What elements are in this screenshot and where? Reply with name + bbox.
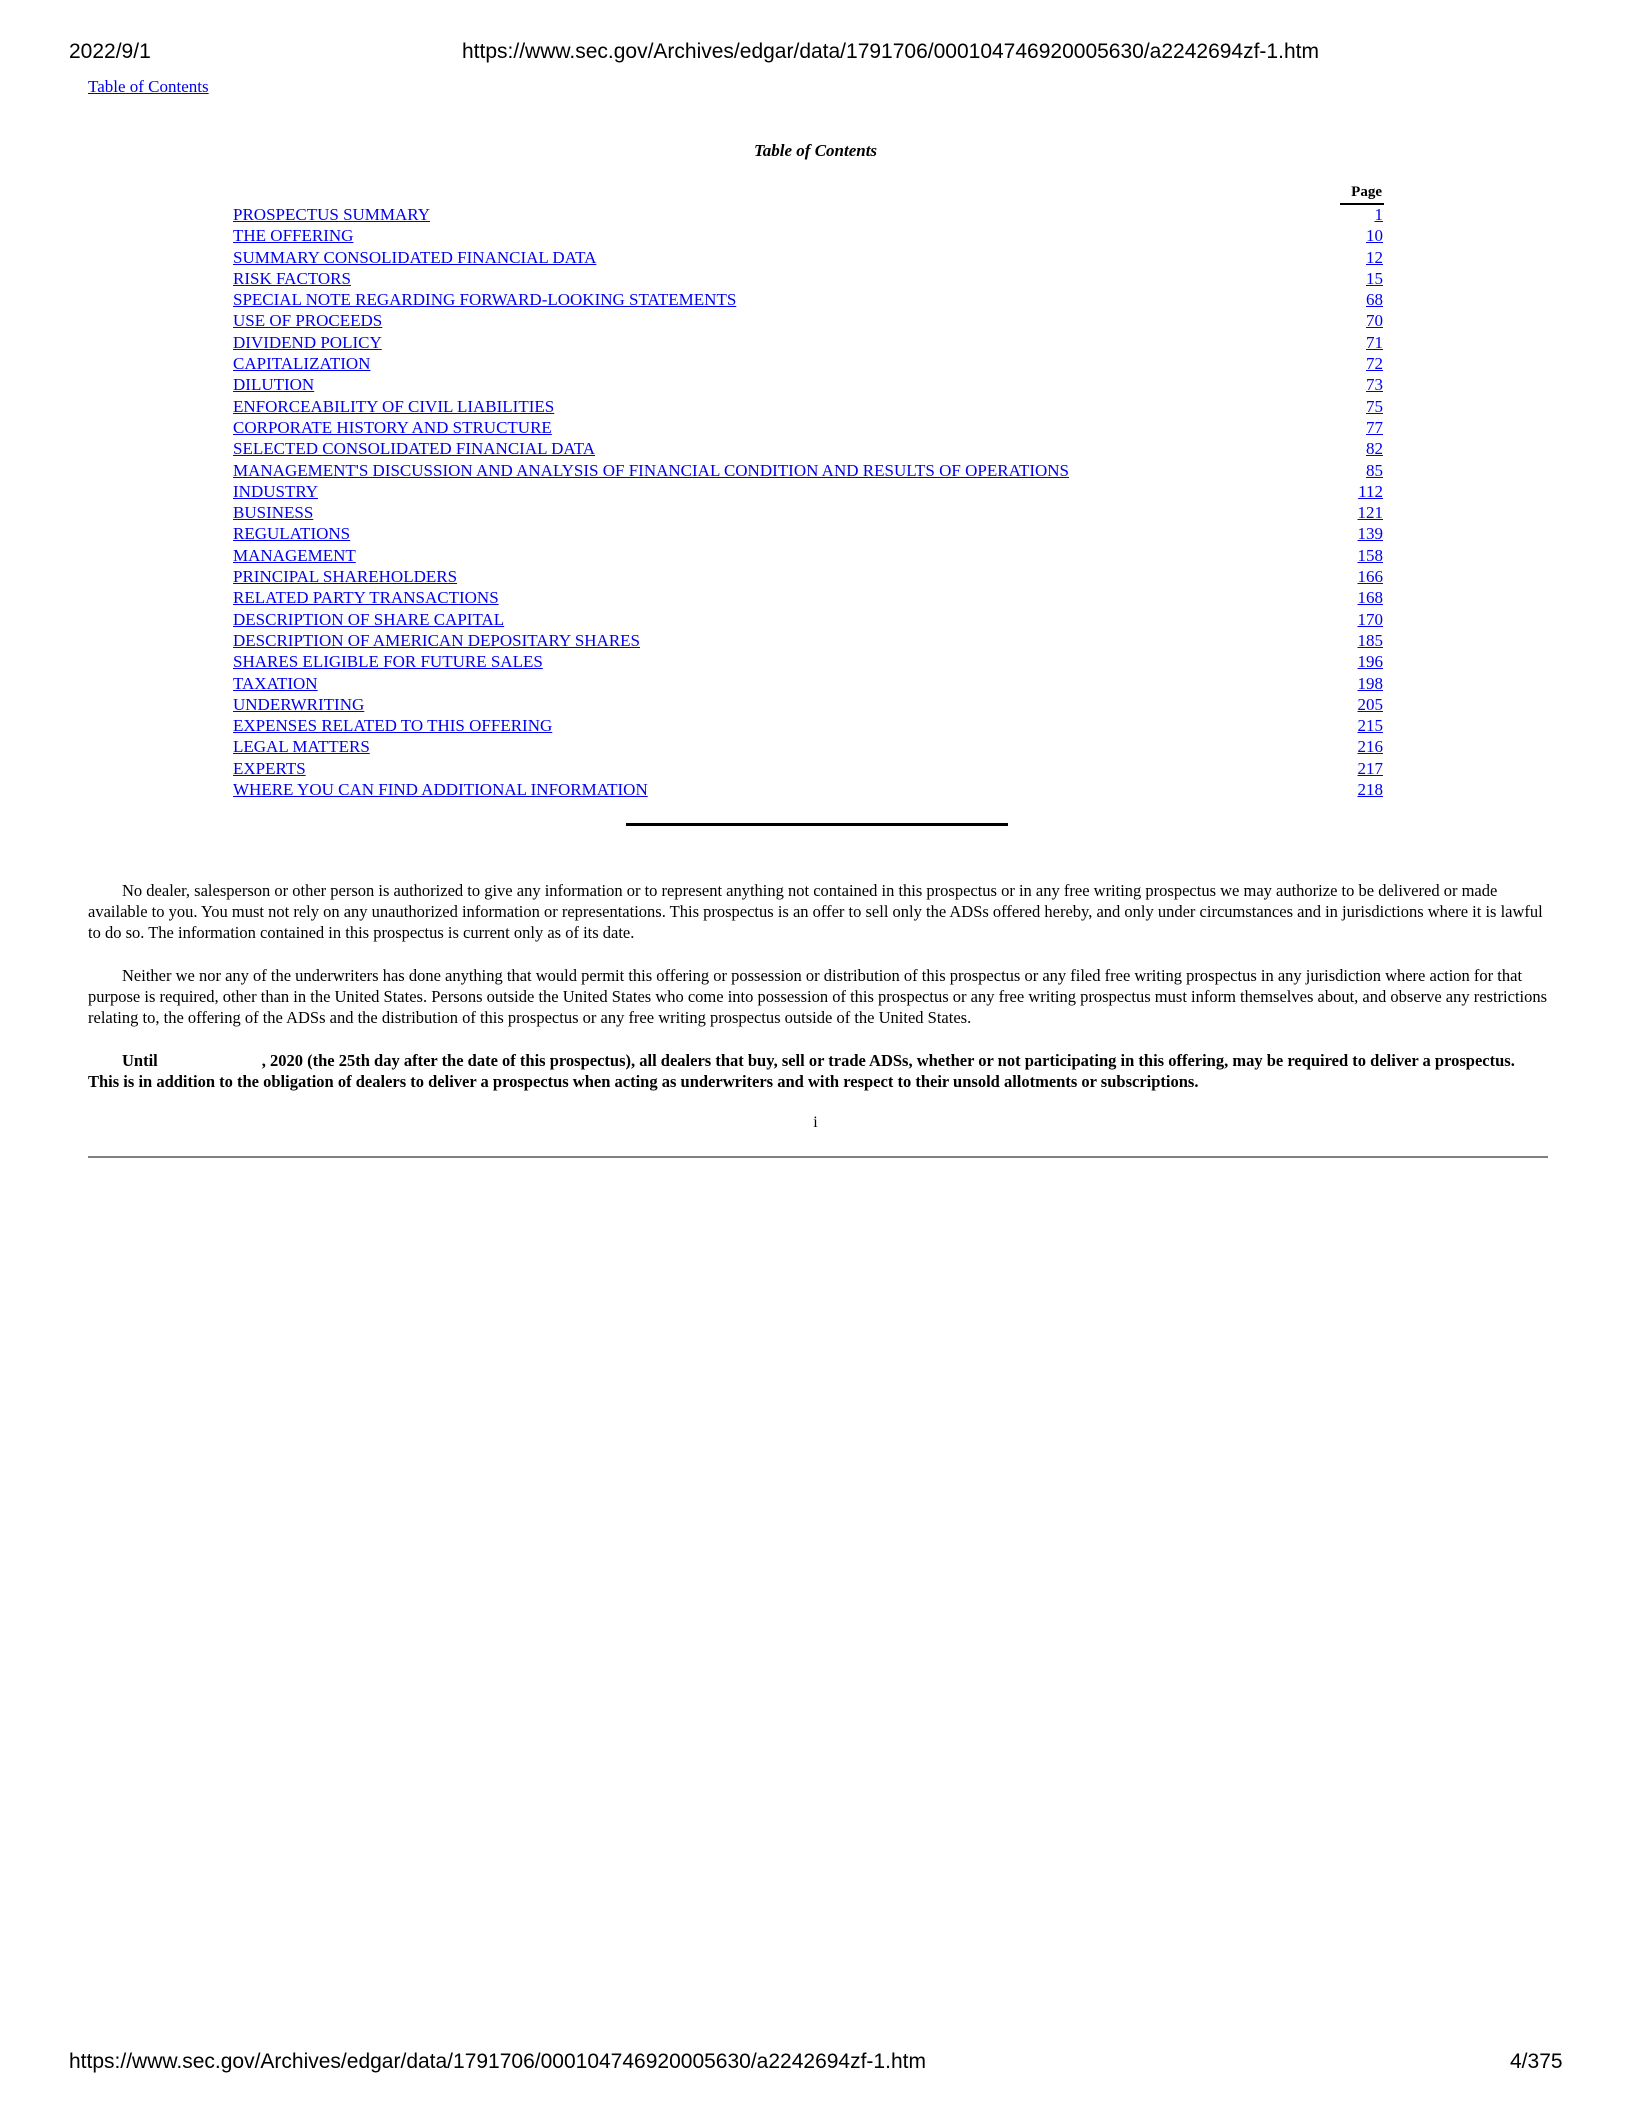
distribution-notice-paragraph: Neither we nor any of the underwriters has done anything that would permit this offering or possession or distribution of this prospectus or any filed free writing prospectus in any jurisdiction where action for that purpose is required, other than in the United States. Persons outside the United States who come into possession of this prospectus or any free writing prospectus must inform themselves about, and observe any restrictions relating to, the offering of the ADSs and the distribution of this prospectus or any free writing prospectus outside of the United States. <box>88 966 1548 1027</box>
toc-row <box>233 204 1383 225</box>
toc-entry-link[interactable]: SHARES ELIGIBLE FOR FUTURE SALES <box>233 652 543 672</box>
toc-row <box>233 523 1383 544</box>
toc-list <box>233 204 1383 800</box>
toc-row <box>233 268 1383 289</box>
dealer-notice-paragraph: No dealer, salesperson or other person is authorized to give any information or to represent anything not contained in this prospectus or in any free writing prospectus we may authorize to be delivered or made available to you. You must not rely on any unauthorized information or representations. This prospectus is an offer to sell only the ADSs offered hereby, and only under circumstances and in jurisdictions where it is lawful to do so. The information contained in this prospectus is current only as of its date. <box>88 881 1543 942</box>
toc-entry-link[interactable]: DESCRIPTION OF SHARE CAPITAL <box>233 609 505 629</box>
print-footer-url: https://www.sec.gov/Archives/edgar/data/1791706/000104746920005630/a2242694zf-1.htm <box>69 2050 926 2073</box>
toc-row <box>233 630 1383 651</box>
toc-row <box>233 353 1383 374</box>
delivery-notice-rest: , 2020 (the 25th day after the date of this prospectus), all dealers that buy, sell or trade ADSs, whether or not participating in this offering, may be required to deliver a prospectus. This is in addition to the obligation of dealers to deliver a prospectus when acting as underwriters and with respect to their unsold allotments or subscriptions. <box>88 1051 1515 1091</box>
toc-heading: Table of Contents <box>753 141 878 160</box>
toc-row <box>233 587 1383 608</box>
page-number: i <box>813 1114 818 1131</box>
toc-entry-link[interactable]: RELATED PARTY TRANSACTIONS <box>233 588 499 608</box>
toc-page-link[interactable]: 185 <box>1357 630 1383 650</box>
toc-entry-link[interactable]: DILUTION <box>233 375 315 395</box>
toc-page-link[interactable]: 71 <box>1366 332 1383 352</box>
toc-entry-link[interactable]: SELECTED CONSOLIDATED FINANCIAL DATA <box>233 439 596 459</box>
toc-page-link[interactable]: 139 <box>1357 524 1383 544</box>
toc-row <box>233 417 1383 438</box>
toc-entry-link[interactable]: USE OF PROCEEDS <box>233 311 383 331</box>
toc-entry-link[interactable]: THE OFFERING <box>233 226 354 246</box>
toc-row <box>233 289 1383 310</box>
toc-row <box>233 247 1383 268</box>
toc-page-link[interactable]: 196 <box>1357 652 1383 672</box>
toc-page-link[interactable]: 73 <box>1366 375 1383 395</box>
toc-page-link[interactable]: 10 <box>1366 226 1383 246</box>
toc-row <box>233 460 1383 481</box>
toc-entry-link[interactable]: DESCRIPTION OF AMERICAN DEPOSITARY SHARES <box>233 630 641 650</box>
toc-entry-link[interactable]: SPECIAL NOTE REGARDING FORWARD-LOOKING STATEMENTS <box>233 290 737 310</box>
toc-row <box>233 310 1383 331</box>
toc-entry-link[interactable]: SUMMARY CONSOLIDATED FINANCIAL DATA <box>233 247 597 267</box>
toc-page-link[interactable]: 77 <box>1366 417 1383 437</box>
toc-page-link[interactable]: 1 <box>1374 205 1383 224</box>
toc-page-link[interactable]: 158 <box>1357 545 1383 565</box>
toc-page-link[interactable]: 72 <box>1366 354 1383 374</box>
toc-entry-link[interactable]: TAXATION <box>233 673 318 693</box>
toc-row <box>233 694 1383 715</box>
toc-row <box>233 332 1383 353</box>
toc-row <box>233 736 1383 757</box>
toc-entry-link[interactable]: MANAGEMENT'S DISCUSSION AND ANALYSIS OF FINANCIAL CONDITION AND RESULTS OF OPERATIONS <box>233 460 1070 480</box>
print-header-url: https://www.sec.gov/Archives/edgar/data/1791706/000104746920005630/a2242694zf-1.htm <box>462 40 1319 63</box>
print-page-count: 4/375 <box>1510 2050 1563 2073</box>
toc-entry-link[interactable]: LEGAL MATTERS <box>233 737 370 757</box>
toc-page-link[interactable]: 216 <box>1357 737 1383 757</box>
toc-entry-link[interactable]: BUSINESS <box>233 503 314 523</box>
toc-row <box>233 502 1383 523</box>
toc-row <box>233 715 1383 736</box>
toc-page-link[interactable]: 82 <box>1366 439 1383 459</box>
toc-entry-link[interactable]: UNDERWRITING <box>233 694 365 714</box>
toc-row <box>233 779 1383 800</box>
toc-row <box>233 566 1383 587</box>
toc-row <box>233 673 1383 694</box>
toc-entry-link[interactable]: EXPENSES RELATED TO THIS OFFERING <box>233 716 553 736</box>
toc-row <box>233 374 1383 395</box>
toc-page-link[interactable]: 168 <box>1357 588 1383 608</box>
toc-page-link[interactable]: 15 <box>1366 268 1383 288</box>
toc-page-link[interactable]: 85 <box>1366 460 1383 480</box>
toc-entry-link[interactable]: MANAGEMENT <box>233 545 356 565</box>
toc-entry-link[interactable]: CAPITALIZATION <box>233 354 371 374</box>
toc-page-link[interactable]: 205 <box>1357 694 1383 714</box>
delivery-notice-start: Until <box>122 1051 158 1070</box>
toc-page-link[interactable]: 166 <box>1357 567 1383 587</box>
toc-page-link[interactable]: 217 <box>1357 758 1383 778</box>
toc-page-link[interactable]: 218 <box>1357 780 1383 800</box>
toc-entry-link[interactable]: WHERE YOU CAN FIND ADDITIONAL INFORMATION <box>233 780 648 800</box>
toc-entry-link[interactable]: ENFORCEABILITY OF CIVIL LIABILITIES <box>233 396 555 416</box>
toc-page-link[interactable]: 121 <box>1357 503 1383 523</box>
toc-page-link[interactable]: 215 <box>1357 716 1383 736</box>
page-bottom-rule <box>88 1156 1548 1158</box>
print-date: 2022/9/1 <box>69 40 151 63</box>
toc-page-link[interactable]: 68 <box>1366 290 1383 310</box>
toc-row <box>233 545 1383 566</box>
toc-row <box>233 609 1383 630</box>
toc-entry-link[interactable]: PRINCIPAL SHAREHOLDERS <box>233 567 458 587</box>
toc-entry-link[interactable]: CORPORATE HISTORY AND STRUCTURE <box>233 417 552 437</box>
toc-entry-link[interactable]: EXPERTS <box>233 758 306 778</box>
toc-row <box>233 651 1383 672</box>
toc-row <box>233 758 1383 779</box>
toc-page-link[interactable]: 112 <box>1358 481 1383 501</box>
toc-entry-link[interactable]: PROSPECTUS SUMMARY <box>233 205 430 224</box>
toc-page-link[interactable]: 75 <box>1366 396 1383 416</box>
toc-page-link[interactable]: 12 <box>1366 247 1383 267</box>
toc-entry-link[interactable]: RISK FACTORS <box>233 268 351 288</box>
table-of-contents-link[interactable]: Table of Contents <box>88 77 209 96</box>
toc-row <box>233 481 1383 502</box>
delivery-notice-paragraph <box>88 1050 1548 1092</box>
toc-page-link[interactable]: 70 <box>1366 311 1383 331</box>
toc-page-link[interactable]: 198 <box>1357 673 1383 693</box>
section-divider <box>626 823 1008 826</box>
toc-page-link[interactable]: 170 <box>1357 609 1383 629</box>
page-column-label: Page <box>1351 184 1382 200</box>
toc-entry-link[interactable]: DIVIDEND POLICY <box>233 332 382 352</box>
toc-row <box>233 396 1383 417</box>
toc-entry-link[interactable]: INDUSTRY <box>233 481 319 501</box>
toc-row <box>233 438 1383 459</box>
toc-row <box>233 225 1383 246</box>
toc-entry-link[interactable]: REGULATIONS <box>233 524 351 544</box>
